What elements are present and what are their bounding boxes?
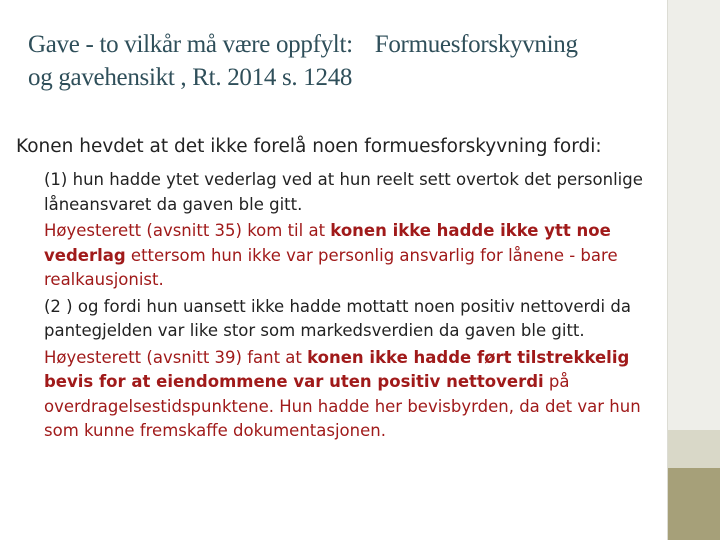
sub-bullet-4-intro: Høyesterett (avsnitt 39) fant at (44, 347, 308, 367)
sub-bullet-1: (1) hun hadde ytet vederlag ved at hun reelt sett overtok det personlige låneansvaret da gaven ble gitt. (44, 170, 643, 214)
slide-title (28, 28, 658, 94)
title-part-2: Formuesforskyvning (374, 31, 578, 58)
sub-bullet-4-emphasis: konen ikke hadde ført tilstrekkelig bevis for at eiendommene var uten positiv nettoverdi (44, 347, 630, 391)
sub-bullets (44, 168, 659, 446)
sidebar-segment-mid (668, 430, 720, 468)
sub-bullet-2-intro: Høyesterett (avsnitt 35) kom til at (44, 221, 331, 240)
title-part-1: Gave - to vilkår må være oppfylt: (28, 31, 353, 58)
title-line-1 (28, 28, 658, 61)
sub-bullet-4 (44, 346, 659, 444)
sub-bullet-2-emphasis: konen ikke hadde ikke ytt noe vederlag (44, 221, 611, 265)
sidebar-segment-dark (668, 468, 720, 540)
sub-bullet-2-rest: ettersom hun ikke var personlig ansvarlig for lånene - bare realkausjonist. (44, 245, 618, 289)
lead-bullet: Konen hevdet at det ikke forelå noen formuesforskyvning fordi: (16, 136, 602, 157)
title-line-2: og gavehensikt , Rt. 2014 s. 1248 (28, 64, 353, 91)
decorative-sidebar (668, 0, 720, 540)
sub-bullet-3: (2 ) og fordi hun uansett ikke hadde mottatt noen positiv nettoverdi da pantegjelden var like stor som markedsverdien da gaven ble gitt. (44, 296, 631, 340)
sub-bullet-4-rest: på overdragelsestidspunktene. Hun hadde her bevisbyrden, da det var hun som kunne fremskaffe dokumentasjonen. (44, 372, 641, 440)
sub-bullet-2 (44, 219, 659, 293)
sidebar-segment-light (668, 0, 720, 430)
